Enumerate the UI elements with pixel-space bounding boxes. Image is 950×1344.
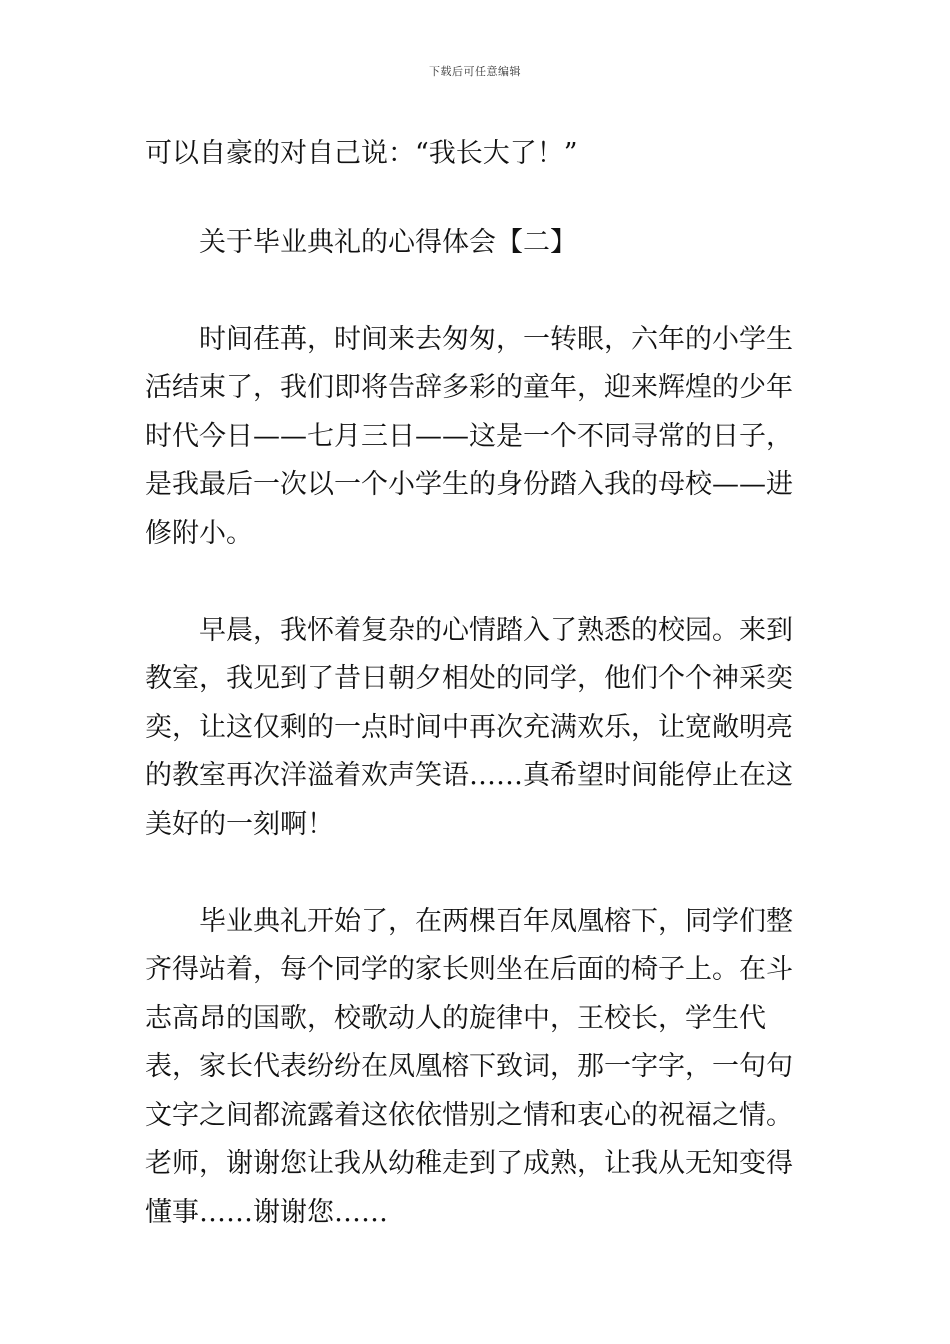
page-header: 下载后可任意编辑 (429, 65, 521, 78)
paragraph-ceremony: 毕业典礼开始了，在两棵百年凤凰榕下，同学们整齐得站着，每个同学的家长则坐在后面的椅子上。在斗志高昂的国歌，校歌动人的旋律中，王校长，学生代表，家长代表纷纷在凤凰榕下致词，那一字字，一句句文字之间都流露着这依依惜别之情和衷心的祝福之情。老师，谢谢您让我从幼稚走到了成熟，让我从无知变得懂事……谢谢您…… (145, 905, 793, 1228)
document-body (145, 130, 810, 1237)
spacer (145, 558, 810, 607)
paragraph-morning: 早晨，我怀着复杂的心情踏入了熟悉的校园。来到教室，我见到了昔日朝夕相处的同学，他们个个神采奕奕，让这仅剩的一点时间中再次充满欢乐，让宽敞明亮的教室再次洋溢着欢声笑语……真希望时间能停止在这美好的一刻啊！ (145, 614, 793, 840)
paragraph-time: 时间荏苒，时间来去匆匆，一转眼，六年的小学生活结束了，我们即将告辞多彩的童年，迎来辉煌的少年时代今日——七月三日——这是一个不同寻常的日子，是我最后一次以一个小学生的身份踏入我的母校——进修附小。 (145, 323, 793, 549)
spacer (145, 849, 810, 898)
paragraph-continuation: 可以自豪的对自己说：“我长大了！” (145, 138, 578, 169)
spacer (145, 267, 810, 316)
spacer (145, 179, 810, 219)
section-heading: 关于毕业典礼的心得体会【二】 (199, 226, 577, 258)
